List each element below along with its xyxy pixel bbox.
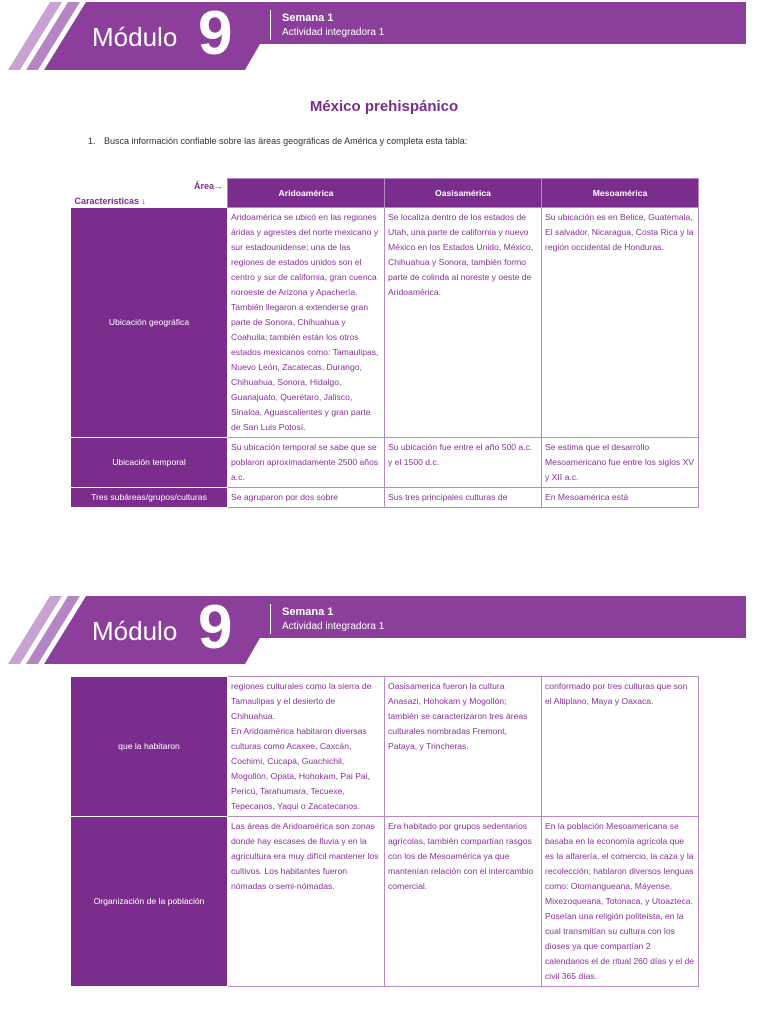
table-row (71, 438, 699, 488)
column-header-oasisamerica: Oasisamérica (385, 179, 542, 208)
table-header-row (71, 179, 699, 208)
row-label: que la habitaron (71, 677, 228, 817)
row-label: Organización de la población (71, 817, 228, 987)
table-cell: Se localiza dentro de los estados de Utah, una parte de california y nuevo México en los Estados Unido, México, Chihuahua y Sonora, también formo parte de colinda al noreste y oeste de Aridoamérica. (385, 208, 542, 438)
table-cell: Las áreas de Aridoamérica son zonas donde hay escases de lluvia y en la agricultura era muy difícil mantener los cultivos. Los habitantes fueron nómadas o semi-nómadas. (228, 817, 385, 987)
module-number: 9 (198, 0, 233, 68)
instruction (88, 136, 467, 146)
banner-divider (270, 10, 271, 40)
table-row (71, 208, 699, 438)
banner-divider (270, 604, 271, 634)
activity-label: Actividad integradora 1 (282, 27, 385, 38)
row-label: Ubicación temporal (71, 438, 228, 488)
module-word: Módulo (92, 616, 178, 646)
row-label: Tres subáreas/grupos/culturas (71, 488, 228, 508)
table-row (71, 677, 699, 817)
row-label: Ubicación geográfica (71, 208, 228, 438)
instruction-text: Busca información confiable sobre las áreas geográficas de América y completa esta tabla: (104, 136, 468, 146)
regions-table-continued (70, 676, 699, 987)
module-word: Módulo (92, 22, 178, 52)
document-title: México prehispánico (309, 98, 459, 115)
table-cell: En la población Mesoamericana se basaba en la economía agrícola que es la alfarería, el comercio, la caza y la recolección; hablaron diversos lenguas como: Otomangueana, Máyense, Mixezoqueana, Totonaca, y Utoazteca. Poseían una religión politeísta, en la cual transmitían su cultura con los dioses ya que compartían 2 calendarios el de ritual 260 días y el de civil 365 días. (542, 817, 699, 987)
instruction-number: 1. (88, 136, 96, 146)
regions-table (70, 178, 699, 508)
table-cell: Se agruparon por dos sobre (228, 488, 385, 508)
table-cell: Sus tres principales culturas de (385, 488, 542, 508)
table-cell: Oasisamerica fueron la cultura Anasazi, Hohokam y Mogollón; también se caracterizaron tres áreas culturales nombradas Fremont, Pataya, y Trincheras. (385, 677, 542, 817)
area-label: Área→ (193, 180, 223, 191)
table-cell: conformado por tres culturas que son el Altiplano, Maya y Oaxaca. (542, 677, 699, 817)
table-cell: Su ubicación fue entre el año 500 a.c. y el 1500 d.c. (385, 438, 542, 488)
table-cell: Era habitado por grupos sedentarios agrícolas, también compartían rasgos con los de Mesoamérica ya que mantenían relación con el intercambio comercial. (385, 817, 542, 987)
table-cell: regiones culturales como la sierra de Tamaulipas y el desierto de Chihuahua. En Aridoamérica habitaron diversas culturas como Acaxee, Caxcán, Cochimí, Cucapá, Guachichil, Mogollón, Opata, Hohokam, Pai Pai, Pericú, Tarahumara, Tecuexe, Tepecanos, Yaqui o Zacatecanos. (228, 677, 385, 817)
table-cell: Se estima que el desarrollo Mesoamericano fue entre los siglos XV y XII a.c. (542, 438, 699, 488)
week-label: Semana 1 (282, 606, 334, 618)
table-corner (71, 179, 228, 208)
module-banner (0, 0, 768, 70)
table-cell: En Mesoamérica está (542, 488, 699, 508)
table-page2 (0, 676, 768, 1024)
module-banner-page2 (0, 594, 768, 664)
column-header-mesoamerica: Mesoamérica (542, 179, 699, 208)
table-row (71, 488, 699, 508)
module-number: 9 (198, 593, 233, 662)
table-cell: Su ubicación temporal se sabe que se poblaron aproximadamente 2500 años a.c. (228, 438, 385, 488)
characteristics-label: Características ↓ (74, 196, 147, 206)
table-cell: Su ubicación es en Belice, Guatemala, El salvador, Nicaragua, Costa Rica y la región occidental de Honduras. (542, 208, 699, 438)
table-page1 (0, 170, 768, 524)
activity-label: Actividad integradora 1 (282, 621, 385, 632)
week-label: Semana 1 (282, 12, 334, 24)
column-header-aridoamerica: Aridoamérica (228, 179, 385, 208)
table-row (71, 817, 699, 987)
table-cell: Aridoamérica se ubicó en las regiones áridas y agrestes del norte mexicano y sur estadounidense; una de las regiones de estados unidos son el centro y sur de california, gran cuenca noroeste de Arizona y Apachería. También llegaron a extenderse gran parte de Sonora, Chihuahua y Coahuila; también están los otros estados mexicanos como: Tamaulipas, Nuevo León, Zacatecas, Durango, Chihuahua, Sonora, Hidalgo, Guanajuato, Querétaro, Jalisco, Sinaloa, Aguascalientes y gran parte de San Luis Potosí. (228, 208, 385, 438)
